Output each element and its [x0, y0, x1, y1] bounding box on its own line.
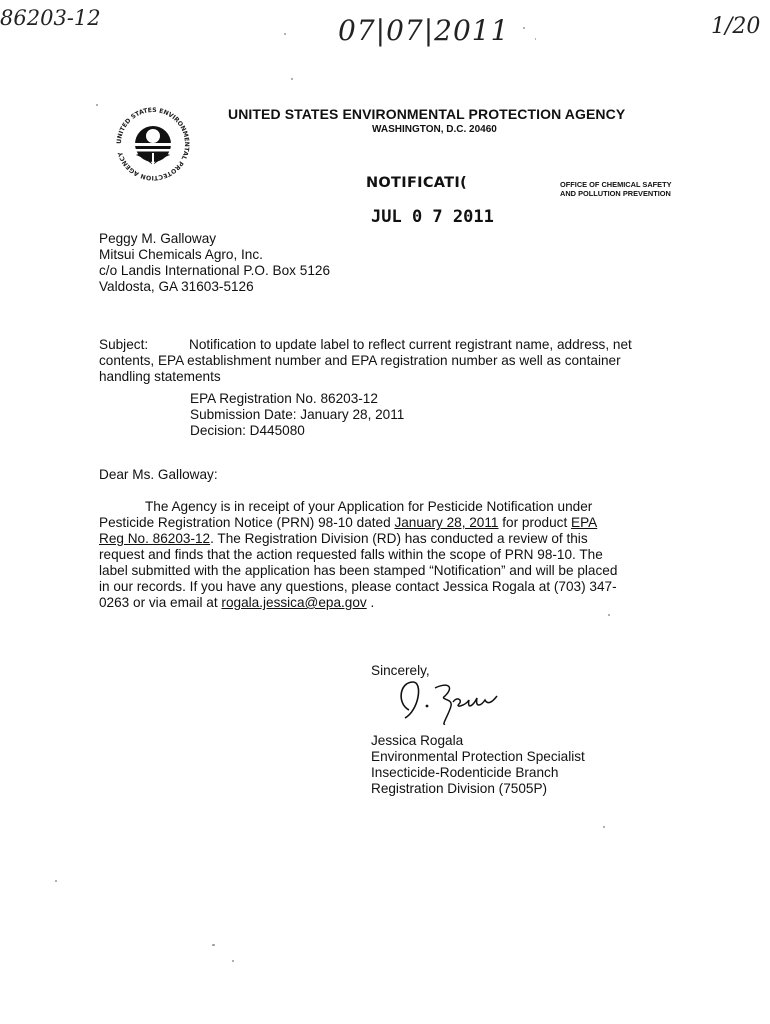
scan-speck — [291, 78, 293, 80]
body-text-span: . The Registration Division (RD) has conducted a review of this — [210, 531, 588, 546]
handwritten-date: 07|07|2011 — [338, 14, 510, 47]
office-name — [560, 180, 672, 198]
body-text-span: Pesticide Registration Notice (PRN) 98-10 dated — [99, 515, 395, 530]
body-line-7 — [99, 595, 694, 611]
addressee-company: Mitsui Chemicals Agro, Inc. — [99, 247, 263, 262]
body-line-1: The Agency is in receipt of your Application for Pesticide Notification under — [145, 499, 593, 514]
contact-email-link[interactable]: rogala.jessica@epa.gov — [221, 595, 367, 610]
body-text-span: for product — [498, 515, 572, 530]
notification-stamp: NOTIFICATI( — [366, 175, 467, 191]
body-text-span: 0263 or via email at — [99, 595, 222, 610]
salutation: Dear Ms. Galloway: — [99, 467, 218, 482]
decision-number: Decision: D445080 — [190, 423, 305, 438]
subject-block — [99, 337, 699, 385]
scan-speck — [212, 944, 215, 946]
signer-branch: Insecticide-Rodenticide Branch — [371, 765, 559, 780]
addressee-care-of: c/o Landis International P.O. Box 5126 — [99, 263, 331, 278]
scan-speck — [603, 826, 605, 828]
epa-reg-link: EPA — [571, 515, 598, 530]
scan-speck — [96, 104, 98, 106]
addressee-city: Valdosta, GA 31603-5126 — [99, 279, 254, 294]
scan-speck — [232, 960, 234, 962]
signer-name: Jessica Rogala — [371, 733, 464, 748]
registration-number: EPA Registration No. 86203-12 — [190, 391, 378, 406]
body-paragraph — [99, 499, 694, 611]
epa-seal-logo — [112, 103, 194, 185]
signer-division: Registration Division (7505P) — [371, 781, 548, 796]
scan-speck — [55, 880, 57, 882]
reg-number-link: Reg No. 86203-12 — [99, 531, 211, 546]
handwritten-signature — [395, 676, 515, 728]
agency-name: UNITED STATES ENVIRONMENTAL PROTECTION AGENCY — [228, 106, 626, 122]
handwritten-file-number: 86203-12 — [0, 6, 101, 30]
office-line-1: OFFICE OF CHEMICAL SAFETY — [560, 180, 672, 189]
office-line-2: AND POLLUTION PREVENTION — [560, 189, 671, 198]
scan-speck — [535, 38, 536, 40]
scan-speck — [523, 27, 525, 29]
addressee-name: Peggy M. Galloway — [99, 231, 217, 246]
signer-block — [371, 733, 585, 797]
body-line-3 — [99, 531, 694, 547]
submission-date: Submission Date: January 28, 2011 — [190, 407, 405, 422]
body-line-2 — [99, 515, 694, 531]
agency-city: WASHINGTON, D.C. 20460 — [372, 124, 497, 135]
subject-line-3: handling statements — [99, 369, 221, 384]
scan-speck — [608, 614, 610, 616]
body-line-4: request and finds that the action requested falls within the scope of PRN 98-10. The — [99, 547, 603, 562]
body-line-6: in our records. If you have any questions, please contact Jessica Rogala at (703) 347- — [99, 579, 617, 594]
seal-ring-text: UNITED STATES ENVIRONMENTAL PROTECTION AGENCY — [115, 106, 191, 182]
scan-speck — [284, 33, 286, 35]
subject-line-2: contents, EPA establishment number and EPA registration number as well as container — [99, 353, 621, 368]
subject-label: Subject: — [99, 337, 149, 352]
registration-details — [190, 391, 404, 439]
date-stamp: JUL 0 7 2011 — [371, 207, 494, 227]
addressee-block — [99, 231, 330, 295]
subject-line-1: Notification to update label to reflect current registrant name, address, net — [189, 337, 632, 352]
closing: Sincerely, — [371, 663, 430, 678]
handwritten-page-count: 1/20 — [711, 14, 761, 39]
signer-title: Environmental Protection Specialist — [371, 749, 585, 764]
submission-date-link: January 28, 2011 — [394, 515, 499, 530]
body-line-5: label submitted with the application has been stamped “Notification” and will be placed — [99, 563, 618, 578]
body-text-span: . — [366, 595, 375, 610]
